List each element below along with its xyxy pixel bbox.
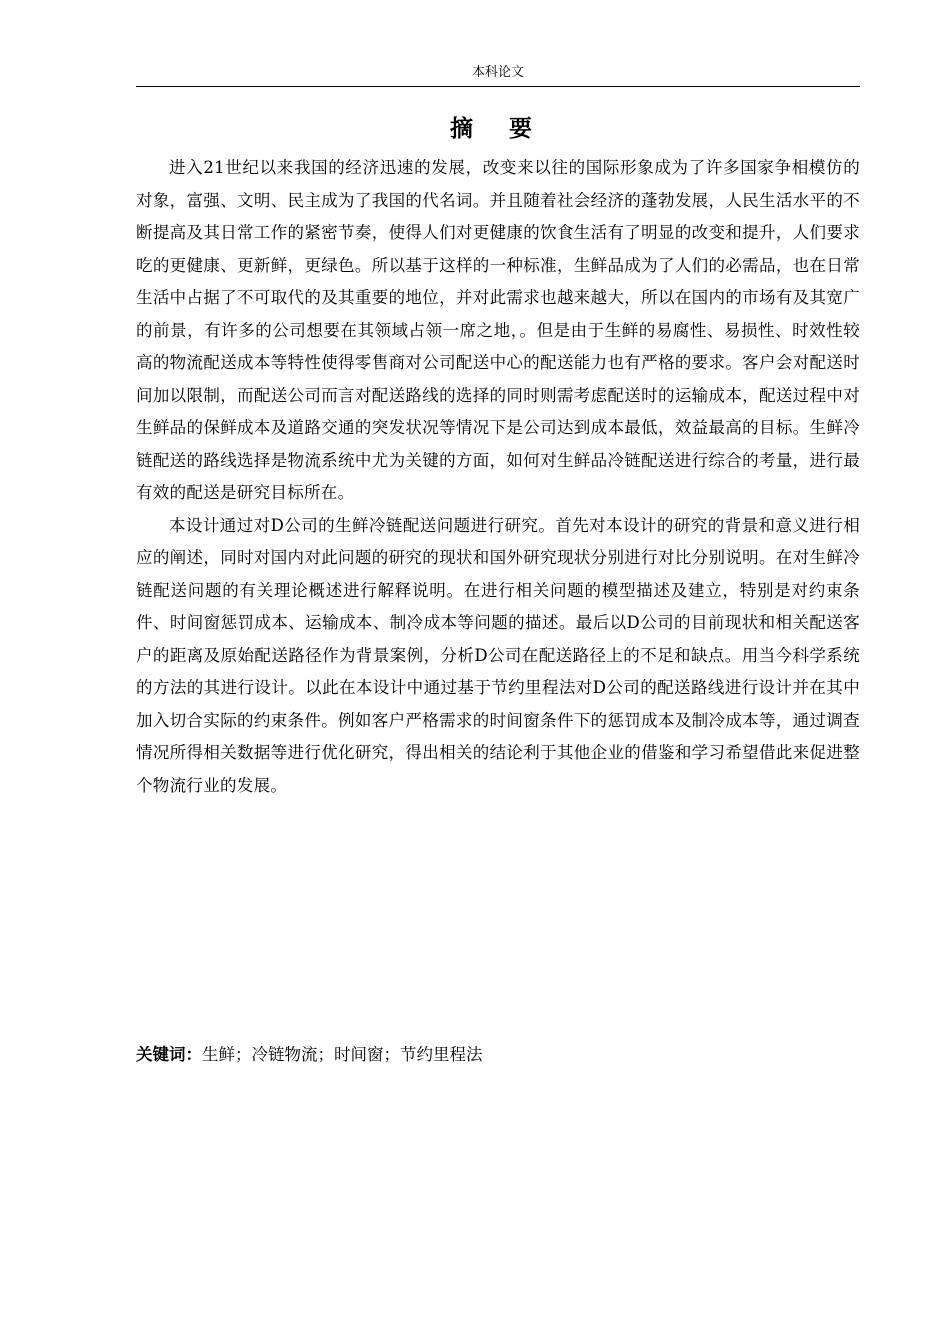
header-rule (136, 86, 860, 87)
keywords (136, 1041, 860, 1069)
abstract-title: 摘 要 (449, 116, 546, 142)
running-header: 本科论文 (471, 65, 524, 80)
abstract-paragraph-1: 进入21世纪以来我国的经济迅速的发展，改变来以往的国际形象成为了许多国家争相模仿的对象，富强、文明、民主成为了我国的代名词。并且随着社会经济的蓬勃发展，人民生活水平的不断提高及其日常工作的紧密节奏，使得人们对更健康的饮食生活有了明显的改变和提升，人们要求吃的更健康、更新鲜，更绿色。所以基于这样的一种标准，生鲜品成为了人们的必需品，也在日常生活中占据了不可取代的及其重要的地位，并对此需求也越来越大，所以在国内的市场有及其宽广的前景，有许多的公司想要在其领域占领一席之地，。但是由于生鲜的易腐性、易损性、时效性较高的物流配送成本等特性使得零售商对公司配送中心的配送能力也有严格的要求。客户会对配送时间加以限制，而配送公司而言对配送路线的选择的同时则需考虑配送时的运输成本，配送过程中对生鲜品的保鲜成本及道路交通的突发状况等情况下是公司达到成本最低，效益最高的目标。生鲜冷链配送的路线选择是物流系统中尤为关键的方面，如何对生鲜品冷链配送进行综合的考量，进行最有效的配送是研究目标所在。 (136, 158, 860, 502)
abstract-body (136, 152, 860, 802)
keywords-label: 关键词： (136, 1045, 202, 1064)
abstract-paragraph-2: 本设计通过对D公司的生鲜冷链配送问题进行研究。首先对本设计的研究的背景和意义进行相应的阐述，同时对国内对此问题的研究的现状和国外研究现状分别进行对比分别说明。在对生鲜冷链配送问题的有关理论概述进行解释说明。在进行相关问题的模型描述及建立，特别是对约束条件、时间窗惩罚成本、运输成本、制冷成本等问题的描述。最后以D公司的目前现状和相关配送客户的距离及原始配送路径作为背景案例，分析D公司在配送路径上的不足和缺点。用当今科学系统的方法的其进行设计。以此在本设计中通过基于节约里程法对D公司的配送路线进行设计并在其中加入切合实际的约束条件。例如客户严格需求的时间窗条件下的惩罚成本及制冷成本等，通过调查情况所得相关数据等进行优化研究，得出相关的结论利于其他企业的借鉴和学习希望借此来促进整个物流行业的发展。 (136, 515, 860, 795)
keywords-value: 生鲜；冷链物流；时间窗；节约里程法 (202, 1045, 483, 1064)
